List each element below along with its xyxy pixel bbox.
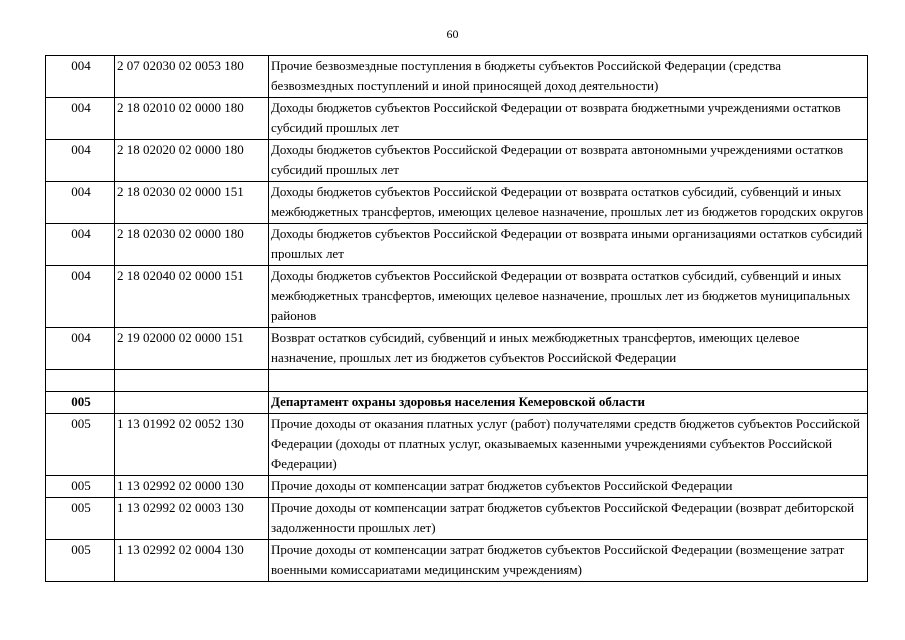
budget-code-cell: 2 18 02020 02 0000 180 xyxy=(115,140,269,182)
admin-code-cell: 005 xyxy=(46,540,115,582)
table-row xyxy=(46,328,868,370)
admin-code-cell: 004 xyxy=(46,182,115,224)
budget-code-cell: 1 13 02992 02 0003 130 xyxy=(115,498,269,540)
table-row xyxy=(46,224,868,266)
section-header-row xyxy=(46,392,868,414)
revenue-name-cell: Прочие безвозмездные поступления в бюджеты субъектов Российской Федерации (средства безвозмездных поступлений и иной приносящей доход деятельности) xyxy=(269,56,868,98)
table-row xyxy=(46,266,868,328)
revenue-name-cell xyxy=(269,370,868,392)
table-row xyxy=(46,56,868,98)
budget-code-cell: 2 19 02000 02 0000 151 xyxy=(115,328,269,370)
admin-code-cell: 005 xyxy=(46,476,115,498)
table-row xyxy=(46,476,868,498)
table-row xyxy=(46,182,868,224)
revenue-name-cell: Доходы бюджетов субъектов Российской Федерации от возврата остатков субсидий, субвенций и иных межбюджетных трансфертов, имеющих целевое назначение, прошлых лет из бюджетов муниципальных районов xyxy=(269,266,868,328)
admin-code-cell: 005 xyxy=(46,414,115,476)
budget-code-cell xyxy=(115,370,269,392)
budget-code-cell: 2 18 02010 02 0000 180 xyxy=(115,98,269,140)
page-number: 60 xyxy=(446,27,459,41)
table-row xyxy=(46,498,868,540)
revenue-name-cell: Доходы бюджетов субъектов Российской Федерации от возврата автономными учреждениями остатков субсидий прошлых лет xyxy=(269,140,868,182)
admin-code-cell: 005 xyxy=(46,392,115,414)
budget-code-cell: 1 13 01992 02 0052 130 xyxy=(115,414,269,476)
revenue-name-cell: Прочие доходы от оказания платных услуг (работ) получателями средств бюджетов субъектов Российской Федерации (доходы от платных услуг, оказываемых казенными учреждениями субъектов Российской Федерации) xyxy=(269,414,868,476)
revenue-name-cell: Возврат остатков субсидий, субвенций и иных межбюджетных трансфертов, имеющих целевое назначение, прошлых лет из бюджетов субъектов Российской Федерации xyxy=(269,328,868,370)
revenue-codes-table xyxy=(45,55,868,582)
revenue-name-cell: Прочие доходы от компенсации затрат бюджетов субъектов Российской Федерации (возврат дебиторской задолженности прошлых лет) xyxy=(269,498,868,540)
revenue-name-cell: Доходы бюджетов субъектов Российской Федерации от возврата иными организациями остатков субсидий прошлых лет xyxy=(269,224,868,266)
admin-code-cell: 005 xyxy=(46,498,115,540)
budget-code-cell: 2 18 02030 02 0000 151 xyxy=(115,182,269,224)
budget-code-cell: 1 13 02992 02 0004 130 xyxy=(115,540,269,582)
admin-code-cell: 004 xyxy=(46,328,115,370)
table-row xyxy=(46,540,868,582)
revenue-name-cell: Доходы бюджетов субъектов Российской Федерации от возврата остатков субсидий, субвенций и иных межбюджетных трансфертов, имеющих целевое назначение, прошлых лет из бюджетов городских округов xyxy=(269,182,868,224)
table-row xyxy=(46,98,868,140)
budget-code-cell: 2 18 02040 02 0000 151 xyxy=(115,266,269,328)
admin-code-cell: 004 xyxy=(46,56,115,98)
revenue-name-cell: Прочие доходы от компенсации затрат бюджетов субъектов Российской Федерации (возмещение затрат военными комиссариатами медицинским учреждениям) xyxy=(269,540,868,582)
budget-code-cell: 1 13 02992 02 0000 130 xyxy=(115,476,269,498)
table-row xyxy=(46,414,868,476)
revenue-name-cell: Доходы бюджетов субъектов Российской Федерации от возврата бюджетными учреждениями остатков субсидий прошлых лет xyxy=(269,98,868,140)
admin-code-cell: 004 xyxy=(46,140,115,182)
budget-code-cell: 2 18 02030 02 0000 180 xyxy=(115,224,269,266)
admin-code-cell: 004 xyxy=(46,266,115,328)
budget-code-cell xyxy=(115,392,269,414)
revenue-name-cell: Прочие доходы от компенсации затрат бюджетов субъектов Российской Федерации xyxy=(269,476,868,498)
admin-code-cell xyxy=(46,370,115,392)
empty-row xyxy=(46,370,868,392)
budget-code-cell: 2 07 02030 02 0053 180 xyxy=(115,56,269,98)
administrator-name-cell: Департамент охраны здоровья населения Кемеровской области xyxy=(269,392,868,414)
table-row xyxy=(46,140,868,182)
admin-code-cell: 004 xyxy=(46,98,115,140)
admin-code-cell: 004 xyxy=(46,224,115,266)
